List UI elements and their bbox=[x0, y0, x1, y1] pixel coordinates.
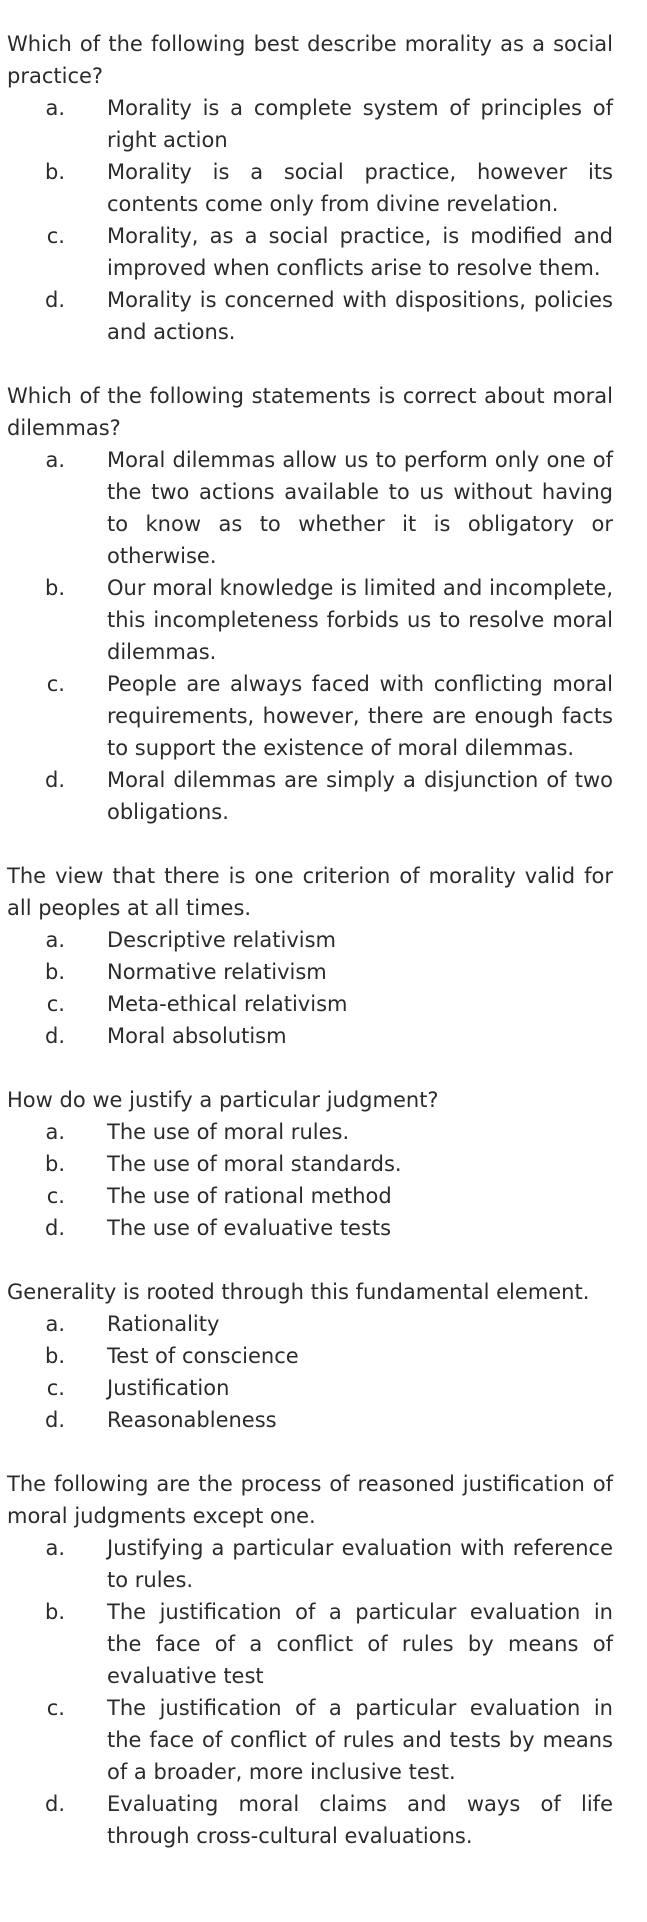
question-stem: Which of the following best describe morality as a social practice? bbox=[7, 32, 613, 88]
option-item bbox=[7, 764, 613, 828]
option-letter: d. bbox=[44, 1216, 65, 1240]
option-item bbox=[7, 988, 613, 1020]
option-text: Our moral knowledge is limited and incomplete, this incompleteness forbids us to resolve moral dilemmas. bbox=[107, 576, 613, 664]
option-text: Justification bbox=[107, 1376, 230, 1400]
option-item bbox=[7, 1532, 613, 1596]
options-list bbox=[7, 92, 613, 348]
option-text: Meta-ethical relativism bbox=[107, 992, 348, 1016]
question-stem: The view that there is one criterion of morality valid for all peoples at all times. bbox=[7, 864, 613, 920]
option-item bbox=[7, 284, 613, 348]
option-item bbox=[7, 1148, 613, 1180]
option-letter: c. bbox=[46, 224, 65, 248]
option-text: Reasonableness bbox=[107, 1408, 277, 1432]
option-letter: b. bbox=[44, 1344, 65, 1368]
option-text: The use of evaluative tests bbox=[107, 1216, 392, 1240]
option-text: Evaluating moral claims and ways of life through cross-cultural evaluations. bbox=[107, 1792, 613, 1848]
option-text: The use of moral rules. bbox=[107, 1120, 350, 1144]
question-block bbox=[7, 1084, 613, 1244]
option-letter: a. bbox=[45, 928, 65, 952]
option-text: The justification of a particular evaluation in the face of conflict of rules and tests by means of a broader, more inclusive test. bbox=[107, 1696, 613, 1784]
option-text: Descriptive relativism bbox=[107, 928, 336, 952]
options-list bbox=[7, 1116, 613, 1244]
option-item bbox=[7, 444, 613, 572]
options-list bbox=[7, 1532, 613, 1852]
question-stem: Which of the following statements is correct about moral dilemmas? bbox=[7, 384, 613, 440]
option-letter: d. bbox=[44, 1024, 65, 1048]
option-letter: d. bbox=[44, 288, 65, 312]
option-letter: a. bbox=[45, 1120, 65, 1144]
option-item bbox=[7, 220, 613, 284]
options-list bbox=[7, 444, 613, 828]
option-letter: d. bbox=[44, 1408, 65, 1432]
option-letter: c. bbox=[46, 1184, 65, 1208]
option-text: Morality is concerned with dispositions, policies and actions. bbox=[107, 288, 613, 344]
option-item bbox=[7, 92, 613, 156]
options-list bbox=[7, 1308, 613, 1436]
option-item bbox=[7, 668, 613, 764]
option-letter: c. bbox=[46, 992, 65, 1016]
option-item bbox=[7, 1596, 613, 1692]
option-item bbox=[7, 156, 613, 220]
option-item bbox=[7, 1788, 613, 1852]
question-block bbox=[7, 1276, 613, 1436]
option-text: Morality is a complete system of principles of right action bbox=[107, 96, 613, 152]
question-block bbox=[7, 1468, 613, 1852]
question-block bbox=[7, 28, 613, 348]
option-item bbox=[7, 1180, 613, 1212]
option-letter: c. bbox=[46, 672, 65, 696]
option-item bbox=[7, 1116, 613, 1148]
option-item bbox=[7, 1308, 613, 1340]
option-letter: a. bbox=[45, 96, 65, 120]
question-stem: How do we justify a particular judgment? bbox=[7, 1088, 439, 1112]
option-letter: b. bbox=[44, 960, 65, 984]
option-item bbox=[7, 956, 613, 988]
option-letter: d. bbox=[44, 768, 65, 792]
option-text: Moral dilemmas allow us to perform only one of the two actions available to us without having to know as to whether it is obligatory or otherwise. bbox=[107, 448, 613, 568]
option-text: The use of moral standards. bbox=[107, 1152, 402, 1176]
option-item bbox=[7, 1404, 613, 1436]
option-letter: b. bbox=[44, 1600, 65, 1624]
option-letter: c. bbox=[46, 1696, 65, 1720]
options-list bbox=[7, 924, 613, 1052]
option-text: Moral dilemmas are simply a disjunction of two obligations. bbox=[107, 768, 613, 824]
option-text: Morality is a social practice, however its contents come only from divine revelation. bbox=[107, 160, 613, 216]
option-item bbox=[7, 572, 613, 668]
question-stem: Generality is rooted through this fundamental element. bbox=[7, 1280, 590, 1304]
option-item bbox=[7, 924, 613, 956]
option-text: Test of conscience bbox=[107, 1344, 299, 1368]
option-item bbox=[7, 1372, 613, 1404]
option-text: Morality, as a social practice, is modified and improved when conflicts arise to resolve them. bbox=[107, 224, 613, 280]
option-text: People are always faced with conflicting moral requirements, however, there are enough facts to support the existence of moral dilemmas. bbox=[107, 672, 613, 760]
option-letter: a. bbox=[45, 1312, 65, 1336]
option-letter: b. bbox=[44, 160, 65, 184]
option-letter: b. bbox=[44, 1152, 65, 1176]
option-text: The use of rational method bbox=[107, 1184, 392, 1208]
option-letter: b. bbox=[44, 576, 65, 600]
option-letter: a. bbox=[45, 1536, 65, 1560]
option-text: Justifying a particular evaluation with reference to rules. bbox=[107, 1536, 613, 1592]
question-block bbox=[7, 380, 613, 828]
option-item bbox=[7, 1212, 613, 1244]
question-block bbox=[7, 860, 613, 1052]
option-item bbox=[7, 1020, 613, 1052]
question-stem: The following are the process of reasoned justification of moral judgments except one. bbox=[7, 1472, 613, 1528]
option-letter: a. bbox=[45, 448, 65, 472]
option-letter: d. bbox=[44, 1792, 65, 1816]
option-text: The justification of a particular evaluation in the face of a conflict of rules by means of evaluative test bbox=[107, 1600, 613, 1688]
option-text: Rationality bbox=[107, 1312, 220, 1336]
option-letter: c. bbox=[46, 1376, 65, 1400]
option-item bbox=[7, 1692, 613, 1788]
option-text: Moral absolutism bbox=[107, 1024, 287, 1048]
option-item bbox=[7, 1340, 613, 1372]
option-text: Normative relativism bbox=[107, 960, 327, 984]
